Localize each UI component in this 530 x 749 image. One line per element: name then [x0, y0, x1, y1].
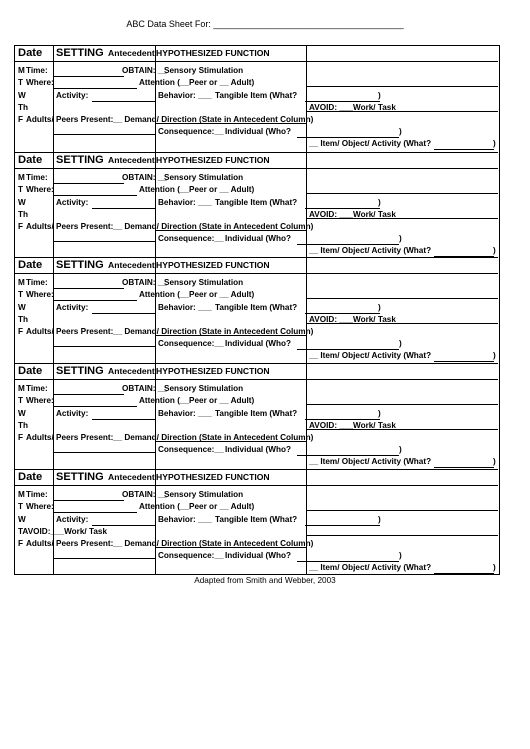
activity-blank[interactable]: [92, 419, 155, 420]
date-header: Date: [18, 470, 43, 483]
hypothesized-function-header: HYPOTHESIZED FUNCTION: [156, 48, 270, 58]
time-blank[interactable]: [53, 500, 124, 501]
obtain-label: OBTAIN: __: [122, 172, 167, 182]
row-divider: [306, 298, 498, 299]
day-label: W: [18, 303, 26, 313]
activity-label: Activity:: [56, 409, 89, 419]
attention-option: Attention (__Peer or __ Adult): [139, 78, 255, 87]
day-label: Th: [18, 421, 29, 431]
footer-credit: Adapted from Smith and Webber, 2003: [194, 576, 336, 585]
record-block: [15, 363, 498, 470]
tangible-option: Tangible Item (What?: [215, 409, 298, 419]
record-block: [15, 469, 498, 576]
date-header: Date: [18, 47, 43, 59]
row-divider: [53, 241, 155, 242]
where-label: Where:: [26, 501, 54, 511]
tangible-option: Tangible Item (What?: [215, 303, 298, 313]
form-title: ABC Data Sheet For: ______________________________________: [126, 19, 404, 29]
day-label: M: [18, 489, 25, 499]
date-header: Date: [18, 365, 43, 378]
hypothesized-function-header: HYPOTHESIZED FUNCTION: [156, 366, 270, 377]
individual-close: ): [399, 233, 402, 243]
sensory-option: Sensory Stimulation: [164, 489, 244, 499]
item-object-blank[interactable]: [434, 573, 494, 574]
item-object-option: __ Item/ Object/ Activity (What?: [309, 457, 432, 467]
activity-blank[interactable]: [92, 101, 155, 102]
where-label: Where:: [26, 396, 54, 406]
where-blank[interactable]: [53, 88, 124, 89]
day-label: T: [18, 184, 24, 194]
antecedent-header: Antecedent: [108, 154, 155, 165]
tangible-close: ): [378, 197, 381, 207]
behavior-label: Behavior: ___: [158, 514, 212, 524]
day-label: M: [18, 384, 25, 394]
behavior-label: Behavior: ___: [158, 303, 212, 313]
day-label: M: [18, 66, 25, 75]
day-label: T: [18, 78, 24, 87]
where-label: Where:: [26, 184, 54, 194]
time-label: Time:: [26, 278, 48, 288]
row-divider: [306, 404, 498, 405]
item-object-close: ): [493, 351, 496, 361]
day-label: F: [18, 115, 24, 124]
row-divider: [53, 134, 155, 135]
adults-peers-label: Adults/ Peers Present:: [26, 433, 114, 443]
time-blank[interactable]: [53, 394, 124, 395]
individual-option: Individual (Who?: [225, 550, 291, 560]
setting-header: SETTING: [56, 470, 104, 483]
day-label: W: [18, 197, 26, 207]
consequence-label: Consequence:__: [158, 339, 224, 349]
item-object-close: ): [493, 457, 496, 467]
day-label: W: [18, 91, 26, 100]
demand-option: __ Demand/ Direction (State in Antecedent Column): [113, 327, 314, 337]
time-label: Time:: [26, 489, 48, 499]
item-object-close: ): [493, 562, 496, 572]
row-divider: [306, 510, 498, 511]
time-label: Time:: [26, 384, 48, 394]
demand-option: __ Demand/ Direction (State in Antecedent Column): [113, 433, 314, 443]
setting-header: SETTING: [56, 47, 104, 59]
activity-label: Activity:: [56, 91, 89, 100]
record-block: [15, 152, 498, 259]
time-blank[interactable]: [53, 76, 124, 77]
day-label: T: [18, 501, 24, 511]
row-divider: [53, 452, 155, 453]
antecedent-header: Antecedent: [108, 471, 155, 482]
consequence-label: Consequence:__: [158, 445, 224, 455]
day-label: W: [18, 409, 26, 419]
day-label: Th: [18, 209, 29, 219]
day-label: TAVOID:___Work/ Task: [18, 526, 108, 536]
day-label: T: [18, 396, 24, 406]
record-block: [15, 257, 498, 364]
hypothesized-function-header: HYPOTHESIZED FUNCTION: [156, 471, 270, 482]
attention-check-blank[interactable]: [124, 88, 137, 89]
antecedent-header: Antecedent: [108, 366, 155, 377]
date-header: Date: [18, 153, 43, 166]
row-divider: [15, 485, 498, 486]
row-divider: [15, 168, 498, 169]
sensory-option: Sensory Stimulation: [164, 384, 244, 394]
where-blank[interactable]: [53, 300, 124, 301]
attention-check-blank[interactable]: [124, 300, 137, 301]
avoid-option: AVOID: ___Work/ Task: [309, 421, 396, 431]
attention-option: Attention (__Peer or __ Adult): [139, 184, 255, 194]
tangible-option: Tangible Item (What?: [215, 91, 298, 100]
row-divider: [306, 86, 498, 87]
obtain-label: OBTAIN: __: [122, 384, 167, 394]
obtain-label: OBTAIN: __: [122, 66, 167, 75]
adults-peers-label: Adults/ Peers Present:: [26, 115, 114, 124]
consequence-label: Consequence:__: [158, 550, 224, 560]
setting-header: SETTING: [56, 365, 104, 378]
item-object-close: ): [493, 139, 496, 148]
adults-peers-label: Adults/ Peers Present:: [26, 221, 114, 231]
hypothesized-function-header: HYPOTHESIZED FUNCTION: [156, 260, 270, 271]
time-label: Time:: [26, 66, 48, 75]
adults-peers-label: Adults/ Peers Present:: [26, 327, 114, 337]
attention-option: Attention (__Peer or __ Adult): [139, 396, 255, 406]
where-blank[interactable]: [53, 195, 124, 196]
activity-label: Activity:: [56, 303, 89, 313]
individual-close: ): [399, 127, 402, 136]
item-object-close: ): [493, 245, 496, 255]
row-divider: [15, 273, 498, 274]
obtain-label: OBTAIN: __: [122, 278, 167, 288]
individual-close: ): [399, 339, 402, 349]
day-label: Th: [18, 315, 29, 325]
day-label: M: [18, 172, 25, 182]
demand-option: __ Demand/ Direction (State in Antecedent Column): [113, 115, 314, 124]
abc-data-table: [14, 45, 500, 575]
consequence-label: Consequence:__: [158, 233, 224, 243]
sensory-option: Sensory Stimulation: [164, 278, 244, 288]
individual-close: ): [399, 550, 402, 560]
activity-blank[interactable]: [92, 313, 155, 314]
avoid-option: AVOID: ___Work/ Task: [309, 315, 396, 325]
behavior-label: Behavior: ___: [158, 409, 212, 419]
where-blank[interactable]: [53, 512, 124, 513]
row-divider: [53, 558, 155, 559]
individual-close: ): [399, 445, 402, 455]
hypothesized-function-header: HYPOTHESIZED FUNCTION: [156, 154, 270, 165]
tangible-option: Tangible Item (What?: [215, 197, 298, 207]
time-blank[interactable]: [53, 288, 124, 289]
tangible-close: ): [378, 514, 381, 524]
attention-option: Attention (__Peer or __ Adult): [139, 501, 255, 511]
antecedent-header: Antecedent: [108, 260, 155, 271]
attention-check-blank[interactable]: [124, 406, 137, 407]
individual-option: Individual (Who?: [225, 339, 291, 349]
item-object-option: __ Item/ Object/ Activity (What?: [309, 562, 432, 572]
activity-label: Activity:: [56, 514, 89, 524]
row-divider: [15, 379, 498, 380]
tangible-close: ): [378, 409, 381, 419]
time-blank[interactable]: [53, 183, 124, 184]
day-label: Th: [18, 103, 29, 112]
day-label: W: [18, 514, 26, 524]
behavior-label: Behavior: ___: [158, 197, 212, 207]
day-label: F: [18, 327, 24, 337]
date-header: Date: [18, 259, 43, 272]
attention-check-blank[interactable]: [124, 195, 137, 196]
day-label: F: [18, 433, 24, 443]
tangible-blank[interactable]: [305, 525, 380, 526]
item-object-blank[interactable]: [434, 149, 494, 150]
activity-label: Activity:: [56, 197, 89, 207]
obtain-label: OBTAIN: __: [122, 489, 167, 499]
setting-header: SETTING: [56, 259, 104, 272]
row-divider: [306, 535, 498, 536]
row-divider: [15, 61, 498, 62]
day-label: T: [18, 290, 24, 300]
tangible-close: ): [378, 91, 381, 100]
activity-blank[interactable]: [92, 208, 155, 209]
avoid-option: AVOID: ___Work/ Task: [309, 103, 396, 112]
demand-option: __ Demand/ Direction (State in Antecedent Column): [113, 221, 314, 231]
tangible-option: Tangible Item (What?: [215, 514, 298, 524]
individual-option: Individual (Who?: [225, 233, 291, 243]
time-label: Time:: [26, 172, 48, 182]
where-blank[interactable]: [53, 406, 124, 407]
row-divider: [53, 346, 155, 347]
attention-option: Attention (__Peer or __ Adult): [139, 290, 255, 300]
behavior-label: Behavior: ___: [158, 91, 212, 100]
record-block: [15, 46, 498, 152]
item-object-option: __ Item/ Object/ Activity (What?: [309, 351, 432, 361]
individual-option: Individual (Who?: [225, 127, 291, 136]
day-label: M: [18, 278, 25, 288]
sensory-option: Sensory Stimulation: [164, 172, 244, 182]
antecedent-header: Antecedent: [108, 48, 155, 58]
where-label: Where:: [26, 290, 54, 300]
avoid-option: AVOID: ___Work/ Task: [309, 209, 396, 219]
attention-check-blank[interactable]: [124, 512, 137, 513]
item-object-option: __ Item/ Object/ Activity (What?: [309, 245, 432, 255]
consequence-label: Consequence:__: [158, 127, 224, 136]
demand-option: __ Demand/ Direction (State in Antecedent Column): [113, 538, 314, 548]
day-label: F: [18, 538, 24, 548]
individual-option: Individual (Who?: [225, 445, 291, 455]
day-label: F: [18, 221, 24, 231]
row-divider: [306, 193, 498, 194]
where-label: Where:: [26, 78, 54, 87]
adults-peers-label: Adults/ Peers Present:: [26, 538, 114, 548]
sensory-option: Sensory Stimulation: [164, 66, 244, 75]
setting-header: SETTING: [56, 153, 104, 166]
tangible-close: ): [378, 303, 381, 313]
item-object-option: __ Item/ Object/ Activity (What?: [309, 139, 432, 148]
